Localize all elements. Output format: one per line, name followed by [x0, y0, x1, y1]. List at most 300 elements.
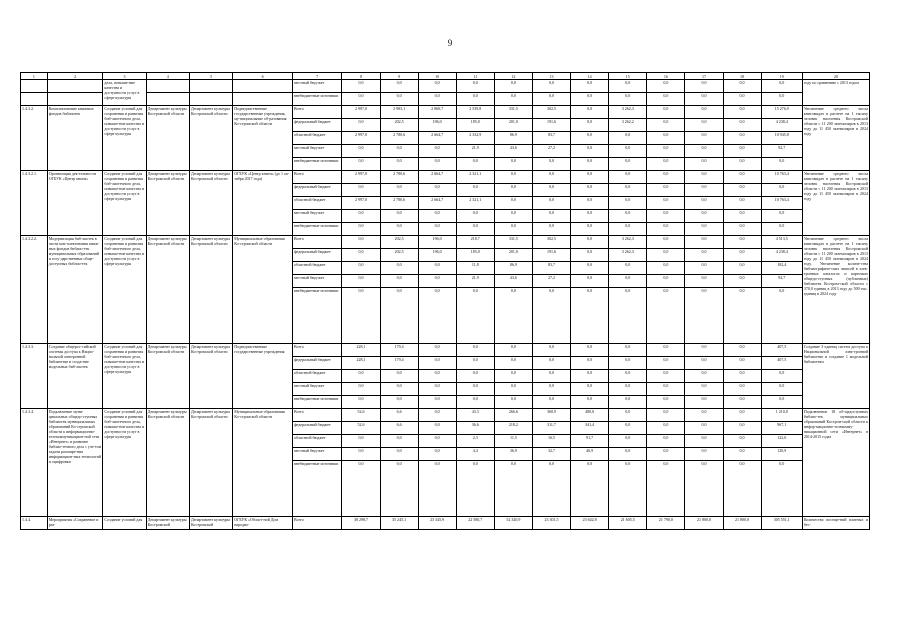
- value-cell: 0,0: [723, 223, 761, 236]
- value-cell: 0,0: [609, 461, 647, 517]
- value-cell: 11,5: [494, 435, 532, 448]
- value-cell: 0,0: [571, 370, 609, 383]
- value-cell: 4,4: [456, 448, 494, 461]
- value-cell: 0,0: [571, 197, 609, 210]
- value-cell: 0,0: [494, 383, 532, 396]
- value-cell: 0,0: [609, 344, 647, 357]
- value-cell: 0,0: [532, 197, 570, 210]
- value-cell: 196,0: [418, 119, 456, 132]
- value-cell: 407,5: [761, 344, 802, 357]
- value-cell: 0,0: [532, 383, 570, 396]
- source-cell: федеральный бюджет: [292, 422, 341, 435]
- value-cell: 0,0: [380, 435, 418, 448]
- budget-table: [20, 72, 870, 530]
- value-cell: 0,0: [647, 357, 685, 370]
- value-cell: 0,0: [723, 422, 761, 435]
- value-cell: 0,0: [571, 396, 609, 409]
- value-cell: 0,0: [723, 435, 761, 448]
- source-cell: областной бюджет: [292, 262, 341, 275]
- coexecutor-cell: Департамент культуры Костромской области: [189, 171, 232, 236]
- value-cell: 185,0: [456, 119, 494, 132]
- purpose-cell: Создание условий для сохранения и развития биб-лиотечного дела, повыше-ние качества и доступности услуг в сфере культуры: [103, 171, 146, 236]
- value-cell: 0,0: [494, 184, 532, 197]
- value-cell: 0,0: [685, 158, 723, 171]
- value-cell: 0,0: [571, 171, 609, 184]
- value-cell: 0,0: [685, 249, 723, 262]
- value-cell: 83,7: [532, 132, 570, 145]
- value-cell: 201,0: [494, 119, 532, 132]
- value-cell: 0,0: [532, 184, 570, 197]
- value-cell: 0,0: [418, 158, 456, 171]
- value-cell: 0,0: [494, 93, 532, 106]
- value-cell: 0,0: [685, 184, 723, 197]
- value-cell: 27,2: [532, 275, 570, 288]
- value-cell: 0,0: [380, 145, 418, 158]
- value-cell: 0,0: [723, 383, 761, 396]
- coexecutor-cell: Департамент культуры Костромской области: [189, 344, 232, 409]
- value-cell: 0,0: [647, 184, 685, 197]
- source-cell: Всего: [292, 106, 341, 119]
- value-cell: 52 320,9: [494, 517, 532, 530]
- value-cell: 0,0: [380, 396, 418, 409]
- value-cell: 0,0: [761, 184, 802, 197]
- value-cell: 0,0: [685, 197, 723, 210]
- value-cell: 311,7: [532, 422, 570, 435]
- column-number: 9: [380, 73, 418, 80]
- value-cell: 191,6: [532, 249, 570, 262]
- value-cell: 0,0: [647, 435, 685, 448]
- value-cell: 196,0: [418, 236, 456, 249]
- value-cell: 0,0: [647, 80, 685, 93]
- value-cell: 0,0: [609, 132, 647, 145]
- purpose-cell: Создание условий для сохранения и развития биб-лиотечного дела, повыше-ние качества и доступности услуг в сфере культуры: [103, 106, 146, 171]
- executor-cell: Департамент культуры Костромской области: [146, 106, 189, 171]
- value-cell: 21 800,0: [685, 517, 723, 530]
- value-cell: 0,0: [380, 370, 418, 383]
- executor-cell: [146, 80, 189, 93]
- executor-cell: Департамент культуры Костромской области: [146, 344, 189, 409]
- value-cell: 2 780,6: [380, 197, 418, 210]
- value-cell: 0,0: [418, 383, 456, 396]
- value-cell: 0,0: [609, 93, 647, 106]
- value-cell: 0,0: [685, 132, 723, 145]
- value-cell: 0,0: [761, 210, 802, 223]
- value-cell: 305 551,1: [761, 517, 802, 530]
- value-cell: 0,0: [609, 409, 647, 422]
- value-cell: 0,0: [723, 210, 761, 223]
- recipient-cell: Муниципальные образования Ко-стромской области: [233, 409, 293, 517]
- funding-row: [21, 409, 870, 422]
- value-cell: 0,0: [647, 396, 685, 409]
- value-cell: 0,0: [723, 197, 761, 210]
- value-cell: 0,0: [494, 288, 532, 344]
- source-cell: местный бюд-жет: [292, 448, 341, 461]
- source-cell: внебюджетные источники: [292, 288, 341, 344]
- value-cell: 0,0: [380, 262, 418, 275]
- value-cell: 2 332,9: [456, 132, 494, 145]
- value-cell: 0,0: [647, 383, 685, 396]
- value-cell: 0,0: [418, 409, 456, 422]
- value-cell: 302,5: [532, 106, 570, 119]
- value-cell: 6,6: [380, 422, 418, 435]
- value-cell: 3 262,3: [609, 249, 647, 262]
- value-cell: 0,0: [456, 344, 494, 357]
- value-cell: 0,0: [418, 262, 456, 275]
- source-cell: областной бюджет: [292, 435, 341, 448]
- name-cell: Организация дея-тельности ОГБУК «Центр книги»: [47, 171, 103, 236]
- value-cell: 0,0: [723, 262, 761, 275]
- value-cell: 0,0: [494, 396, 532, 409]
- value-cell: 0,0: [342, 461, 380, 517]
- column-number: 18: [723, 73, 761, 80]
- indicator-cell: Увеличение среднего числа книговыдач в расчете на 1 тысячу человек населения Костромской области с 11 200 экземпляров в 2013 году до 11 450 экземпляров в 2024 году: [802, 171, 869, 236]
- column-number: 15: [609, 73, 647, 80]
- value-cell: 0,0: [418, 223, 456, 236]
- source-cell: Всего: [292, 517, 341, 530]
- value-cell: 0,0: [380, 80, 418, 93]
- value-cell: 0,0: [532, 396, 570, 409]
- value-cell: 331,5: [494, 106, 532, 119]
- value-cell: 0,0: [685, 448, 723, 461]
- value-cell: 0,0: [761, 396, 802, 409]
- name-cell: Подключение муни-ципальных общедо-ступных библиотек муниципальных образований Ко-стромской области к информационно-телекоммуникацион-ной сети «Интернет» и развитие библио-течного дела с уче-том задачи расшире-ния информацион-ных технологий и оцифровки: [47, 409, 103, 517]
- value-cell: 0,0: [723, 249, 761, 262]
- purpose-cell: Создание условий для: [103, 517, 146, 530]
- column-number: 14: [571, 73, 609, 80]
- value-cell: 0,0: [685, 370, 723, 383]
- value-cell: 3 262,2: [609, 119, 647, 132]
- code-cell: 1.4.3.2.: [21, 106, 48, 171]
- value-cell: 0,0: [418, 80, 456, 93]
- value-cell: 0,0: [456, 370, 494, 383]
- coexecutor-cell: Департамент культуры Костромской области: [189, 236, 232, 344]
- value-cell: 0,0: [418, 435, 456, 448]
- coexecutor-cell: [189, 93, 232, 106]
- value-cell: 407,5: [761, 357, 802, 370]
- name-cell: Модернизация биб-лиотек в части ком-плектования книж-ных фондов библио-тек муниципальных образований и госу-дарственных обще-доступных библио-тек: [47, 236, 103, 344]
- value-cell: 46,9: [571, 448, 609, 461]
- value-cell: 0,0: [418, 184, 456, 197]
- value-cell: 0,0: [761, 288, 802, 344]
- value-cell: 0,0: [647, 236, 685, 249]
- indicator-cell: году по сравнению с 2013 годом: [802, 80, 869, 106]
- source-cell: Всего: [292, 236, 341, 249]
- value-cell: 0,0: [571, 132, 609, 145]
- value-cell: 0,0: [723, 288, 761, 344]
- value-cell: 0,0: [342, 448, 380, 461]
- source-cell: внебюджетные источники: [292, 396, 341, 409]
- value-cell: 21,9: [456, 145, 494, 158]
- value-cell: 0,0: [609, 171, 647, 184]
- value-cell: 0,0: [342, 210, 380, 223]
- value-cell: 23 642,8: [571, 517, 609, 530]
- value-cell: 0,0: [418, 357, 456, 370]
- value-cell: 0,0: [685, 145, 723, 158]
- value-cell: 0,0: [571, 158, 609, 171]
- column-number: 11: [456, 73, 494, 80]
- value-cell: 0,0: [494, 370, 532, 383]
- value-cell: 86,9: [494, 262, 532, 275]
- value-cell: 23 301,5: [532, 517, 570, 530]
- value-cell: 0,0: [723, 119, 761, 132]
- value-cell: 0,0: [647, 288, 685, 344]
- value-cell: 0,0: [418, 461, 456, 517]
- column-number: 5: [189, 73, 232, 80]
- value-cell: 0,0: [418, 145, 456, 158]
- value-cell: 0,0: [647, 448, 685, 461]
- value-cell: 0,0: [342, 288, 380, 344]
- value-cell: 0,0: [685, 435, 723, 448]
- value-cell: 27,2: [532, 145, 570, 158]
- value-cell: 191,6: [532, 119, 570, 132]
- value-cell: 0,0: [685, 223, 723, 236]
- source-cell: областной бюджет: [292, 370, 341, 383]
- value-cell: 182,4: [761, 262, 802, 275]
- value-cell: 0,0: [418, 370, 456, 383]
- value-cell: 0,0: [571, 119, 609, 132]
- value-cell: 0,0: [342, 435, 380, 448]
- value-cell: 0,0: [571, 145, 609, 158]
- value-cell: 38 298,7: [342, 517, 380, 530]
- value-cell: 2 780,6: [380, 132, 418, 145]
- value-cell: 0,0: [418, 93, 456, 106]
- value-cell: 2 539,8: [456, 106, 494, 119]
- value-cell: 185,0: [456, 249, 494, 262]
- value-cell: 0,0: [342, 383, 380, 396]
- indicator-cell: Увеличение среднего числа книговыдач в расчете на 1 тысячу человек населения Костромской области с 11 200 экземпляров в 2013 году до 11 450 экземпляров в 2024 году: [802, 106, 869, 171]
- value-cell: 0,0: [342, 80, 380, 93]
- funding-row: [21, 236, 870, 249]
- value-cell: 302,5: [532, 236, 570, 249]
- value-cell: 0,0: [609, 80, 647, 93]
- value-cell: 0,0: [571, 357, 609, 370]
- value-cell: 360,9: [532, 409, 570, 422]
- value-cell: 0,0: [571, 249, 609, 262]
- indicator-cell: Увеличение среднего числа книговыдач в расчете на 1 тысячу человек населения Костромской области с 11 200 экземпляров в 2013 году до 11 450 экземпляров в 2024 году. Увеличение количе-ства библиографиче-ских записей в элек-тронных каталогах и карточках общедо-ступных (публичных) библиотек Костром-ской области с 370,0 единиц в 2013 году до 500 тыс. единиц в 2024 году: [802, 236, 869, 344]
- value-cell: 0,0: [380, 448, 418, 461]
- value-cell: 202,5: [380, 119, 418, 132]
- value-cell: 0,0: [723, 396, 761, 409]
- value-cell: 0,0: [342, 236, 380, 249]
- value-cell: 36,6: [456, 422, 494, 435]
- value-cell: 120,9: [761, 448, 802, 461]
- source-cell: федеральный бюджет: [292, 357, 341, 370]
- value-cell: 0,0: [571, 210, 609, 223]
- column-number: 13: [532, 73, 570, 80]
- value-cell: 0,0: [532, 357, 570, 370]
- value-cell: 0,0: [647, 132, 685, 145]
- value-cell: 2 997,0: [342, 197, 380, 210]
- purpose-cell: Создание условий для сохранения и развития биб-лиотечного дела, повыше-ние качества и доступности услуг в сфере культуры: [103, 236, 146, 344]
- value-cell: 202,5: [380, 249, 418, 262]
- value-cell: 0,0: [418, 288, 456, 344]
- code-cell: 1.4.3.4.: [21, 409, 48, 517]
- value-cell: 0,0: [609, 288, 647, 344]
- source-cell: местный бюд-жет: [292, 145, 341, 158]
- value-cell: 0,0: [761, 383, 802, 396]
- value-cell: 0,0: [685, 357, 723, 370]
- column-number: 20: [802, 73, 869, 80]
- value-cell: 0,0: [532, 80, 570, 93]
- value-cell: 0,0: [609, 435, 647, 448]
- executor-cell: Департамент культуры Костромской области: [146, 409, 189, 517]
- value-cell: 0,0: [723, 80, 761, 93]
- value-cell: 0,0: [609, 448, 647, 461]
- value-cell: 0,0: [609, 422, 647, 435]
- recipient-cell: Подведомственные государственные учреждения, му-ниципальные об-разования Ко-стромской области: [233, 106, 293, 171]
- value-cell: 23 345,9: [418, 517, 456, 530]
- value-cell: 0,0: [342, 262, 380, 275]
- value-cell: 0,0: [647, 370, 685, 383]
- value-cell: 0,0: [685, 236, 723, 249]
- column-number: 4: [146, 73, 189, 80]
- value-cell: 341,4: [571, 422, 609, 435]
- indicator-cell: Количество посеще-ний платных и бес-: [802, 517, 869, 530]
- value-cell: 0,0: [723, 184, 761, 197]
- value-cell: 0,0: [723, 357, 761, 370]
- value-cell: 0,0: [418, 396, 456, 409]
- value-cell: 52,6: [342, 422, 380, 435]
- value-cell: 0,0: [571, 106, 609, 119]
- value-cell: 0,0: [647, 422, 685, 435]
- value-cell: 0,0: [647, 158, 685, 171]
- recipient-cell: Подведомственные государственные учреждения: [233, 344, 293, 409]
- value-cell: 21 605,5: [609, 517, 647, 530]
- value-cell: 0,0: [342, 93, 380, 106]
- source-cell: местный бюд-жет: [292, 210, 341, 223]
- recipient-cell: ОГБУК «Област-ной Дом народно-: [233, 517, 293, 530]
- value-cell: 0,0: [342, 275, 380, 288]
- value-cell: 0,0: [494, 158, 532, 171]
- value-cell: 16,5: [532, 435, 570, 448]
- value-cell: 0,0: [456, 184, 494, 197]
- value-cell: 0,0: [380, 93, 418, 106]
- value-cell: 2 321,1: [456, 197, 494, 210]
- value-cell: 0,0: [723, 158, 761, 171]
- source-cell: внебюджетные источники: [292, 93, 341, 106]
- value-cell: 0,0: [685, 383, 723, 396]
- value-cell: 201,0: [494, 249, 532, 262]
- value-cell: 0,0: [723, 275, 761, 288]
- source-cell: местный бюд-жет: [292, 275, 341, 288]
- funding-row: [21, 106, 870, 119]
- value-cell: 0,0: [571, 383, 609, 396]
- name-cell: Комплектование книжных фондов библиотек: [47, 106, 103, 171]
- value-cell: 2 780,6: [380, 171, 418, 184]
- source-cell: Всего: [292, 171, 341, 184]
- value-cell: 0,0: [571, 288, 609, 344]
- source-cell: Всего: [292, 409, 341, 422]
- value-cell: 0,0: [647, 106, 685, 119]
- value-cell: 32,7: [532, 448, 570, 461]
- value-cell: 0,0: [456, 158, 494, 171]
- value-cell: 0,0: [532, 171, 570, 184]
- column-number: 19: [761, 73, 802, 80]
- value-cell: 2 664,7: [418, 171, 456, 184]
- value-cell: 0,0: [647, 171, 685, 184]
- value-cell: 3 262,3: [609, 236, 647, 249]
- value-cell: 228,1: [342, 344, 380, 357]
- value-cell: 0,0: [532, 370, 570, 383]
- value-cell: 0,0: [494, 197, 532, 210]
- value-cell: 0,0: [456, 357, 494, 370]
- value-cell: 0,0: [609, 158, 647, 171]
- name-cell: Мероприятия «Сохранение и раз-: [47, 517, 103, 530]
- value-cell: 21 790,0: [647, 517, 685, 530]
- value-cell: 0,0: [761, 158, 802, 171]
- value-cell: 0,0: [380, 275, 418, 288]
- value-cell: 2 664,7: [418, 132, 456, 145]
- value-cell: 0,0: [571, 236, 609, 249]
- value-cell: 21 800,0: [723, 517, 761, 530]
- value-cell: 0,0: [647, 344, 685, 357]
- source-cell: местный бюд-жет: [292, 80, 341, 93]
- value-cell: 0,0: [647, 119, 685, 132]
- value-cell: 0,0: [456, 461, 494, 517]
- value-cell: 22 580,7: [456, 517, 494, 530]
- value-cell: 0,0: [647, 262, 685, 275]
- value-cell: 0,0: [456, 396, 494, 409]
- code-cell: 1.4.3.2.1.: [21, 171, 48, 236]
- value-cell: 0,0: [647, 249, 685, 262]
- value-cell: 0,0: [571, 262, 609, 275]
- executor-cell: Департамент культуры Костромской области: [146, 236, 189, 344]
- name-cell: [47, 93, 103, 106]
- value-cell: 92,7: [761, 275, 802, 288]
- coexecutor-cell: Департамент культуры Костромской области: [189, 409, 232, 517]
- value-cell: 0,0: [456, 223, 494, 236]
- value-cell: 0,0: [647, 409, 685, 422]
- funding-row: [21, 517, 870, 530]
- value-cell: 0,0: [456, 288, 494, 344]
- value-cell: 0,0: [609, 357, 647, 370]
- value-cell: 0,0: [723, 145, 761, 158]
- value-cell: 2 997,0: [342, 106, 380, 119]
- value-cell: 0,0: [571, 344, 609, 357]
- indicator-cell: Подключение 18 об-щедоступных библио-тек муниципальных образований Костром-ской области к инфор-мационно-телекомму-никационной сети «Интернет» в 2014-2015 годах: [802, 409, 869, 517]
- value-cell: 0,0: [494, 344, 532, 357]
- column-number: 16: [647, 73, 685, 80]
- value-cell: 10 763,4: [761, 171, 802, 184]
- value-cell: 179,4: [380, 344, 418, 357]
- value-cell: 0,0: [342, 249, 380, 262]
- value-cell: 0,0: [342, 370, 380, 383]
- value-cell: 0,0: [685, 119, 723, 132]
- value-cell: 2 997,0: [342, 132, 380, 145]
- code-cell: 1.4.3.2.2.: [21, 236, 48, 344]
- value-cell: 43,6: [494, 275, 532, 288]
- value-cell: 0,0: [723, 461, 761, 517]
- value-cell: 10 945,8: [761, 132, 802, 145]
- purpose-cell: дела, повыше-ние качества и доступности услуг в сфере культуры: [103, 80, 146, 106]
- value-cell: 0,0: [571, 223, 609, 236]
- recipient-cell: [233, 80, 293, 93]
- recipient-cell: ОГБУК «Центр книги» (до 1 ок-тября 2017 года): [233, 171, 293, 236]
- value-cell: 2 664,7: [418, 197, 456, 210]
- value-cell: 0,0: [380, 461, 418, 517]
- value-cell: 0,0: [685, 93, 723, 106]
- value-cell: 0,0: [380, 223, 418, 236]
- value-cell: 0,0: [723, 171, 761, 184]
- column-number-row: [21, 73, 870, 80]
- value-cell: 967,1: [761, 422, 802, 435]
- code-cell: 1.4.3.3.: [21, 344, 48, 409]
- value-cell: 0,0: [685, 461, 723, 517]
- value-cell: 0,0: [685, 106, 723, 119]
- source-cell: федеральный бюджет: [292, 119, 341, 132]
- name-cell: [47, 80, 103, 93]
- value-cell: 0,0: [571, 275, 609, 288]
